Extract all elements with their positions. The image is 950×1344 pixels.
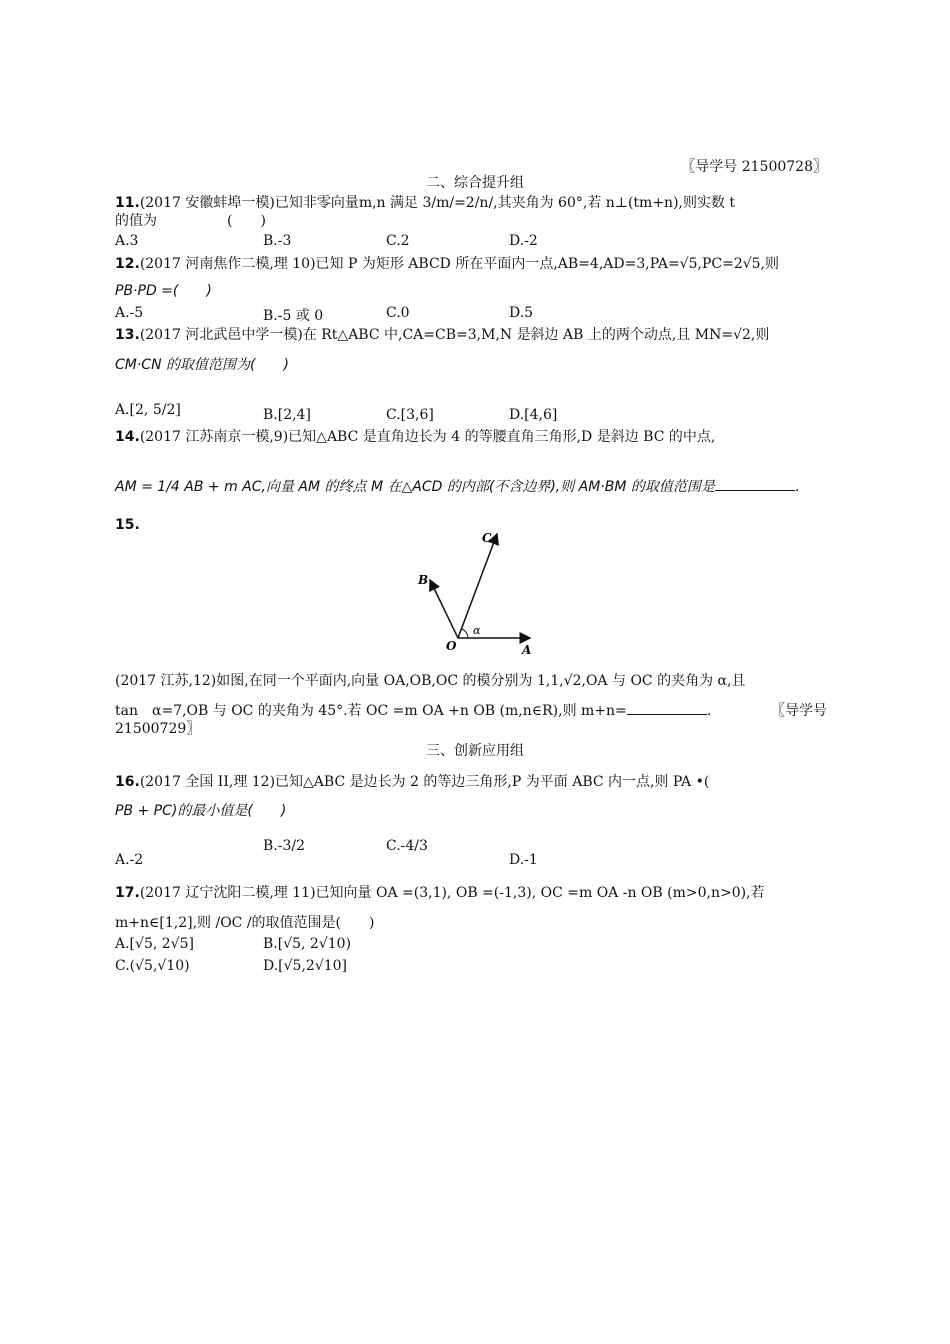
question-16-number: 16. — [115, 774, 140, 790]
question-16 — [115, 773, 709, 791]
question-16-text: (2017 全国 II,理 12)已知△ABC 是边长为 2 的等边三角形,P 为平面 ABC 内一点,则 PA •( — [139, 774, 710, 790]
question-11-number: 11. — [115, 195, 140, 211]
q11-option-a: A.3 — [115, 233, 139, 249]
q11-option-d: D.-2 — [509, 233, 538, 249]
section-3-title: 三、创新应用组 — [426, 743, 524, 759]
question-14-text: (2017 江苏南京一模,9)已知△ABC 是直角边长为 4 的等腰直角三角形,D 是斜边 BC 的中点, — [139, 429, 716, 445]
question-15-text: (2017 江苏,12)如图,在同一个平面内,向量 OA,OB,OC 的模分别为 1,1,√2,OA 与 OC 的夹角为 α,且 — [115, 673, 746, 689]
q17-option-c: C.(√5,√10) — [115, 958, 190, 974]
question-15-line2 — [115, 700, 711, 720]
question-11-text: (2017 安徽蚌埠一模)已知非零向量m,n 满足 3/m/=2/n/,其夹角为 60°,若 n⊥(tm+n),则实数 t — [139, 195, 736, 211]
question-14-line2 — [115, 476, 799, 496]
q12-option-a: A.-5 — [115, 305, 144, 321]
question-14-formula-text: AM = 1/4 AB + m AC,向量 AM 的终点 M 在△ACD 的内部(不含边界),则 AM·BM 的取值范围是 — [115, 479, 715, 495]
q12-option-b: B.-5 或 0 — [263, 308, 324, 324]
question-16-line2: PB + PC)的最小值是( ) — [115, 803, 287, 819]
label-b: B — [418, 573, 429, 587]
question-13 — [115, 326, 769, 344]
q14-period: . — [794, 479, 800, 495]
q17-option-a: A.[√5, 2√5] — [115, 936, 194, 952]
angle-arc — [462, 629, 468, 638]
question-14-number: 14. — [115, 429, 140, 445]
question-13-number: 13. — [115, 327, 140, 343]
q15-answer-blank — [627, 700, 707, 715]
question-17-line2: m+n∈[1,2],则 /OC /的取值范围是( ) — [115, 915, 375, 931]
q11-option-c: C.2 — [386, 233, 410, 249]
question-11 — [115, 194, 735, 212]
q15-reference-2: 21500729〗 — [115, 721, 201, 737]
q14-answer-blank — [715, 476, 795, 491]
vector-oc-arrow — [458, 534, 497, 638]
question-17 — [115, 884, 765, 902]
question-13-line2: CM·CN 的取值范围为( ) — [115, 357, 289, 373]
question-14 — [115, 428, 715, 446]
q11-option-b: B.-3 — [263, 233, 292, 249]
q17-option-b: B.[√5, 2√10) — [263, 936, 352, 952]
section-2-title: 二、综合提升组 — [426, 175, 524, 191]
q16-option-c: C.-4/3 — [386, 838, 428, 854]
q16-option-b: B.-3/2 — [263, 838, 305, 854]
question-12-text: (2017 河南焦作二模,理 10)已知 P 为矩形 ABCD 所在平面内一点,AB=4,AD=3,PA=√5,PC=2√5,则 — [139, 256, 780, 272]
question-15-number — [115, 516, 140, 534]
label-a: A — [522, 643, 532, 657]
vector-figure — [400, 522, 560, 662]
q16-option-d: D.-1 — [509, 852, 538, 868]
label-alpha: α — [473, 624, 481, 637]
question-11-line2: 的值为 ( ) — [115, 213, 266, 229]
q17-option-d: D.[√5,2√10] — [263, 958, 348, 974]
question-13-text: (2017 河北武邑中学一模)在 Rt△ABC 中,CA=CB=3,M,N 是斜边 AB 上的两个动点,且 MN=√2,则 — [139, 327, 770, 343]
vector-ob-arrow — [430, 580, 458, 638]
label-c: C — [482, 531, 492, 545]
q13-option-c: C.[3,6] — [386, 407, 434, 423]
question-12 — [115, 255, 779, 273]
label-o: O — [446, 639, 457, 653]
question-17-number: 17. — [115, 885, 140, 901]
header-reference: 〖导学号 21500728〗 — [681, 159, 827, 175]
q16-option-a: A.-2 — [115, 852, 144, 868]
q15-reference: 〖导学号 — [771, 703, 827, 719]
q13-option-a: A.[2, 5/2] — [115, 402, 181, 418]
q15-line2-text: tan α=7,OB 与 OC 的夹角为 45°.若 OC =m OA +n OB (m,n∈R),则 m+n= — [115, 703, 627, 719]
q12-option-c: C.0 — [386, 305, 410, 321]
q13-option-d: D.[4,6] — [509, 407, 558, 423]
q15-num: 15. — [115, 517, 140, 533]
q13-option-b: B.[2,4] — [263, 407, 311, 423]
question-12-number: 12. — [115, 256, 140, 272]
q12-option-d: D.5 — [509, 305, 534, 321]
question-17-text: (2017 辽宁沈阳二模,理 11)已知向量 OA =(3,1), OB =(-1,3), OC =m OA -n OB (m>0,n>0),若 — [139, 885, 765, 901]
q15-period: . — [706, 703, 712, 719]
question-12-line2: PB·PD =( ) — [115, 283, 212, 299]
